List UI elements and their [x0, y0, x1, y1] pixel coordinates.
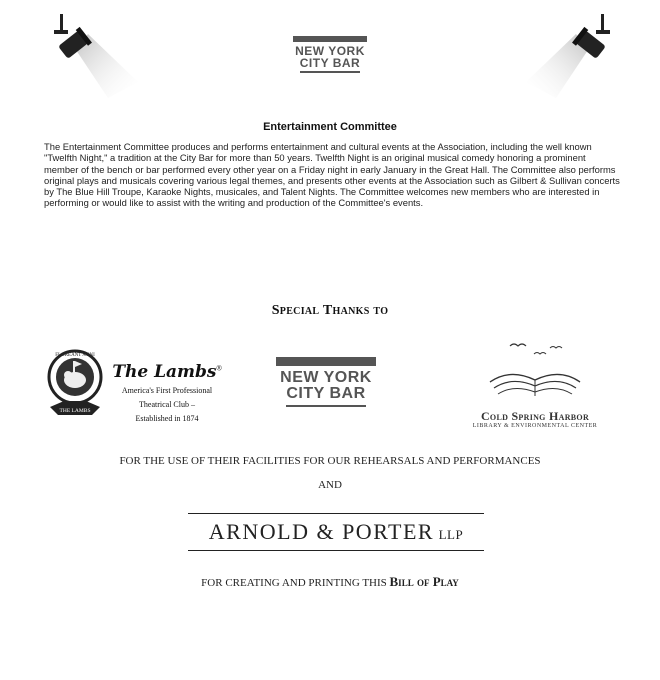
crest-motto-text: FLOREANT AGNI — [55, 353, 95, 358]
nyc-bar-logo-sponsor — [274, 357, 378, 407]
facilities-line: FOR THE USE OF THEIR FACILITIES FOR OUR REHEARSALS AND PERFORMANCES — [119, 455, 541, 467]
lambs-subtitle-1: America's First Professional — [121, 386, 213, 395]
logo-line-2: CITY BAR — [300, 57, 360, 73]
open-book-birds-icon — [480, 338, 590, 400]
registered-mark: ® — [216, 365, 222, 373]
csh-subtitle: LIBRARY & ENVIRONMENTAL CENTER — [472, 423, 598, 429]
arnold-porter-llp: LLP — [438, 527, 464, 542]
lambs-crest-icon — [44, 347, 106, 427]
bill-of-play: Bill of Play — [389, 574, 459, 589]
nyc-bar-logo — [290, 36, 370, 73]
committee-title: Entertainment Committee — [263, 121, 397, 133]
and-line: AND — [318, 479, 342, 491]
lambs-subtitle-3: Established in 1874 — [135, 414, 199, 423]
logo-line-1: NEW YORK — [295, 44, 365, 58]
lambs-name: The Lambs — [112, 362, 217, 382]
sponsor-logo-line-2: CITY BAR — [286, 386, 365, 407]
arnold-porter-name: ARNOLD & PORTER — [208, 519, 435, 544]
printing-line — [0, 574, 660, 590]
csh-name: Cold Spring Harbor — [480, 409, 590, 423]
spotlight-left-icon — [48, 12, 158, 102]
sponsor-logo-line-1: NEW YORK — [280, 369, 372, 386]
crest-banner-text: THE LAMBS — [59, 408, 91, 414]
special-thanks-heading: Special Thanks to — [271, 303, 389, 318]
arnold-porter-logo — [188, 513, 484, 551]
spotlight-right-icon — [506, 12, 616, 102]
printing-line-prefix: FOR CREATING AND PRINTING THIS — [201, 577, 390, 589]
committee-description: The Entertainment Committee produces and performs entertainment and cultural events at the Association, including the well known "Twelfth Night," a tradition at the City Bar for more than 50 years. Twelfth Night is an original musical comedy honoring a prominent member of the bench or bar performed every other year on a Friday night in early January in the Great Hall. The Committee also performs original plays and musicals covering various legal themes, and presents other events at the Association such as Gilbert & Sullivan concerts by The Blue Hill Troupe, Karaoke Nights, musicales, and Talent Nights. The Committee welcomes new members who are interested in performing or would like to assist with the writing and production of the Committee's events. — [44, 141, 620, 209]
lambs-text-block — [112, 362, 222, 426]
lambs-subtitle-2: Theatrical Club – — [139, 400, 195, 409]
